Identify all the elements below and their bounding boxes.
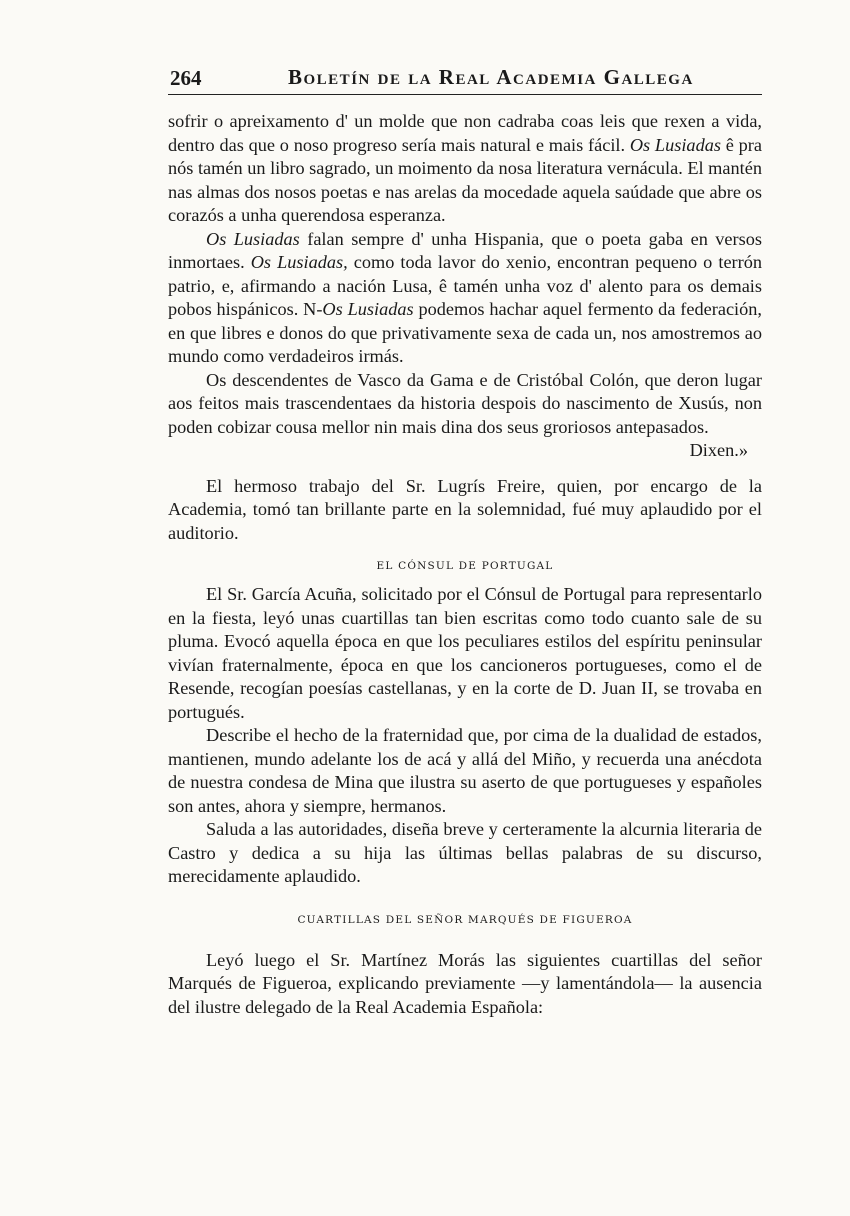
- paragraph: sofrir o apreixamento d' un molde que non cadraba coas leis que rexen a vida, dentro das que o noso progreso sería mais natural e mais fácil. Os Lusiadas ê pra nós tamén un libro sagrado, un moimento da nosa literatura vernácula. El mantén nas almas dos nosos poetas e nas arelas da mocedade aquela saúdade que abre os corazós a unha querendosa esperanza.: [168, 111, 762, 225]
- paragraph: El hermoso trabajo del Sr. Lugrís Freire, quien, por encargo de la Academia, tomó tan brillante parte en la solemnidad, fué muy aplaudido por el auditorio.: [168, 475, 762, 543]
- paragraph: El Sr. García Acuña, solicitado por el Cónsul de Portugal para representarlo en la fiesta, leyó unas cuartillas tan bien escritas como todo cuanto sale de su pluma. Evocó aquella época en que los peculiares estilos del espíritu peninsular vivían fraternalmente, época en que los cancioneros portugueses, como el de Resende, recogían poesías castellanas, y en la corte de D. Juan II, se trovaba en portugués.: [168, 584, 762, 722]
- paragraph: Os Lusiadas falan sempre d' unha Hispania, que o poeta gaba en versos inmortaes. Os Lusiadas, como toda lavor do xenio, encontran pequeno o terrón patrio, e, afirmando a nación Lusa, ê tamén unha voz d' alento para os demais pobos hispánicos. N-Os Lusiadas podemos hachar aquel fermento da federación, en que libres e donos do que privativamente sexa de cada un, nos amostremos ao mundo como verdadeiros irmás.: [168, 228, 763, 366]
- signoff: Dixen.»: [689, 440, 748, 460]
- paragraph: Os descendentes de Vasco da Gama e de Cristóbal Colón, que deron lugar aos feitos mais trascendentaes da historia despois do nascimento de Xusús, non poden cobizar cousa mellor nin mais dina dos seus groriosos antepasados.: [168, 369, 762, 437]
- page-header: [168, 64, 762, 95]
- section-heading: EL CÓNSUL DE PORTUGAL: [376, 560, 554, 572]
- body-text: [168, 110, 762, 1019]
- paragraph: Saluda a las autoridades, diseña breve y certeramente la alcurnia literaria de Castro y dedica a su hija las últimas bellas palabras de su discurso, merecidamente aplaudido.: [168, 819, 762, 886]
- paragraph: Leyó luego el Sr. Martínez Morás las siguientes cuartillas del señor Marqués de Figueroa, explicando previamente —y lamentándola— la ausencia del ilustre delegado de la Real Academia Española:: [168, 949, 762, 1017]
- page-number: 264: [170, 66, 202, 90]
- section-heading: CUARTILLAS DEL SEÑOR MARQUÉS DE FIGUEROA: [297, 913, 633, 926]
- paragraph: Describe el hecho de la fraternidad que, por cima de la dualidad de estados, mantienen, mundo adelante los de acá y allá del Miño, y recuerda una anécdota de nuestra condesa de Mina que ilustra su aserto de que portugueses y españoles son antes, ahora y siempre, hermanos.: [168, 725, 762, 816]
- running-title: Boletín de la Real Academia Gallega: [288, 65, 694, 89]
